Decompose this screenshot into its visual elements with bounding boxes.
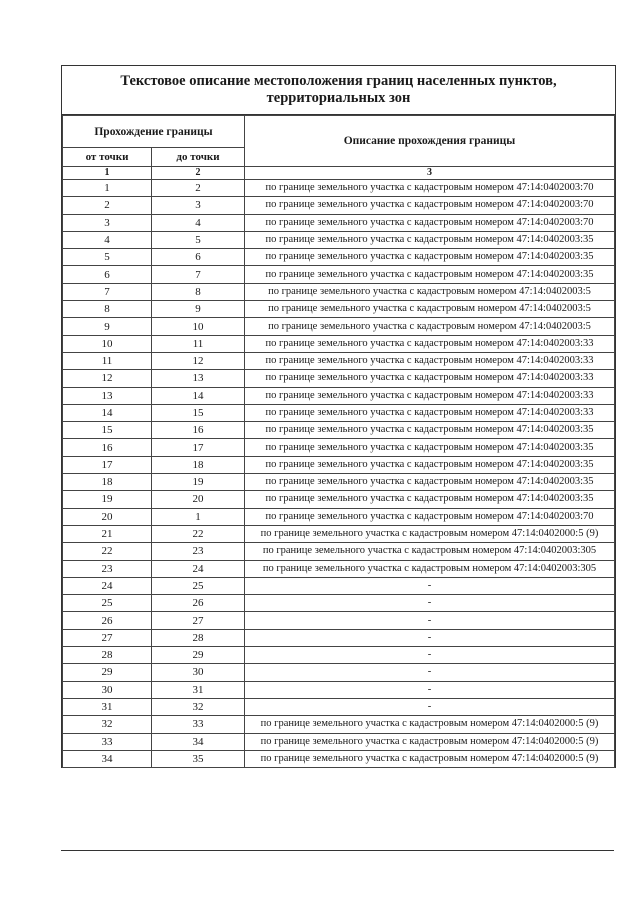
table-row <box>63 370 615 387</box>
to-point-cell: 15 <box>152 404 245 421</box>
table-row <box>63 543 615 560</box>
table-row <box>63 387 615 404</box>
from-point-cell: 1 <box>63 180 152 197</box>
to-point-cell: 10 <box>152 318 245 335</box>
description-cell: по границе земельного участка с кадастровым номером 47:14:0402003:33 <box>245 387 615 404</box>
from-point-cell: 8 <box>63 301 152 318</box>
to-point-cell: 14 <box>152 387 245 404</box>
title-line-1: Текстовое описание местоположения границ населенных пунктов, <box>120 73 557 89</box>
to-point-cell: 13 <box>152 370 245 387</box>
from-point-cell: 12 <box>63 370 152 387</box>
to-point-cell: 28 <box>152 629 245 646</box>
from-point-cell: 32 <box>63 716 152 733</box>
table-row <box>63 647 615 664</box>
from-point-cell: 23 <box>63 560 152 577</box>
description-cell: - <box>245 698 615 715</box>
from-point-cell: 26 <box>63 612 152 629</box>
from-point-cell: 34 <box>63 750 152 767</box>
to-point-cell: 20 <box>152 491 245 508</box>
table-row <box>63 508 615 525</box>
to-point-cell: 17 <box>152 439 245 456</box>
description-cell: по границе земельного участка с кадастровым номером 47:14:0402000:5 (9) <box>245 716 615 733</box>
from-point-cell: 18 <box>63 474 152 491</box>
description-cell: по границе земельного участка с кадастровым номером 47:14:0402003:70 <box>245 180 615 197</box>
description-cell: по границе земельного участка с кадастровым номером 47:14:0402000:5 (9) <box>245 525 615 542</box>
to-point-cell: 26 <box>152 595 245 612</box>
to-point-cell: 18 <box>152 456 245 473</box>
table-row <box>63 352 615 369</box>
description-cell: - <box>245 664 615 681</box>
description-cell: по границе земельного участка с кадастровым номером 47:14:0402003:305 <box>245 560 615 577</box>
from-point-cell: 7 <box>63 283 152 300</box>
to-point-cell: 16 <box>152 422 245 439</box>
table-row <box>63 301 615 318</box>
from-point-cell: 21 <box>63 525 152 542</box>
header-passage: Прохождение границы <box>63 116 245 148</box>
to-point-cell: 32 <box>152 698 245 715</box>
from-point-cell: 13 <box>63 387 152 404</box>
to-point-cell: 9 <box>152 301 245 318</box>
header-description: Описание прохождения границы <box>245 116 615 167</box>
table-row <box>63 214 615 231</box>
table-row <box>63 560 615 577</box>
header-to-point: до точки <box>152 148 245 167</box>
from-point-cell: 29 <box>63 664 152 681</box>
from-point-cell: 19 <box>63 491 152 508</box>
to-point-cell: 33 <box>152 716 245 733</box>
description-cell: - <box>245 629 615 646</box>
to-point-cell: 4 <box>152 214 245 231</box>
description-cell: по границе земельного участка с кадастровым номером 47:14:0402003:33 <box>245 335 615 352</box>
description-cell: по границе земельного участка с кадастровым номером 47:14:0402003:5 <box>245 301 615 318</box>
table-row <box>63 266 615 283</box>
description-cell: по границе земельного участка с кадастровым номером 47:14:0402000:5 (9) <box>245 750 615 767</box>
table-row <box>63 716 615 733</box>
from-point-cell: 11 <box>63 352 152 369</box>
description-cell: по границе земельного участка с кадастровым номером 47:14:0402003:5 <box>245 283 615 300</box>
from-point-cell: 3 <box>63 214 152 231</box>
description-cell: по границе земельного участка с кадастровым номером 47:14:0402003:5 <box>245 318 615 335</box>
description-cell: - <box>245 612 615 629</box>
from-point-cell: 33 <box>63 733 152 750</box>
to-point-cell: 19 <box>152 474 245 491</box>
from-point-cell: 27 <box>63 629 152 646</box>
table-row <box>63 231 615 248</box>
description-cell: по границе земельного участка с кадастровым номером 47:14:0402003:70 <box>245 197 615 214</box>
to-point-cell: 35 <box>152 750 245 767</box>
from-point-cell: 20 <box>63 508 152 525</box>
description-cell: по границе земельного участка с кадастровым номером 47:14:0402003:70 <box>245 214 615 231</box>
table-row <box>63 335 615 352</box>
to-point-cell: 5 <box>152 231 245 248</box>
from-point-cell: 6 <box>63 266 152 283</box>
column-number-3: 3 <box>245 167 615 180</box>
from-point-cell: 24 <box>63 577 152 594</box>
table-row <box>63 439 615 456</box>
from-point-cell: 30 <box>63 681 152 698</box>
column-number-1: 1 <box>63 167 152 180</box>
to-point-cell: 2 <box>152 180 245 197</box>
column-number-2: 2 <box>152 167 245 180</box>
description-cell: по границе земельного участка с кадастровым номером 47:14:0402000:5 (9) <box>245 733 615 750</box>
description-cell: по границе земельного участка с кадастровым номером 47:14:0402003:35 <box>245 422 615 439</box>
from-point-cell: 25 <box>63 595 152 612</box>
table-row <box>63 283 615 300</box>
description-cell: - <box>245 647 615 664</box>
description-cell: по границе земельного участка с кадастровым номером 47:14:0402003:70 <box>245 508 615 525</box>
table-row <box>63 664 615 681</box>
title-line-2: территориальных зон <box>266 90 411 106</box>
table-row <box>63 404 615 421</box>
description-cell: по границе земельного участка с кадастровым номером 47:14:0402003:35 <box>245 456 615 473</box>
table-row <box>63 474 615 491</box>
table-row <box>63 612 615 629</box>
from-point-cell: 28 <box>63 647 152 664</box>
to-point-cell: 12 <box>152 352 245 369</box>
description-cell: по границе земельного участка с кадастровым номером 47:14:0402003:33 <box>245 352 615 369</box>
to-point-cell: 23 <box>152 543 245 560</box>
to-point-cell: 6 <box>152 249 245 266</box>
table-row <box>63 750 615 767</box>
from-point-cell: 9 <box>63 318 152 335</box>
description-cell: по границе земельного участка с кадастровым номером 47:14:0402003:35 <box>245 266 615 283</box>
to-point-cell: 11 <box>152 335 245 352</box>
table-row <box>63 318 615 335</box>
table-row <box>63 491 615 508</box>
to-point-cell: 27 <box>152 612 245 629</box>
header-from-point: от точки <box>63 148 152 167</box>
description-cell: по границе земельного участка с кадастровым номером 47:14:0402003:33 <box>245 404 615 421</box>
description-cell: по границе земельного участка с кадастровым номером 47:14:0402003:35 <box>245 491 615 508</box>
from-point-cell: 16 <box>63 439 152 456</box>
table-row <box>63 456 615 473</box>
table-row <box>63 595 615 612</box>
boundary-table <box>62 115 615 768</box>
table-row <box>63 249 615 266</box>
to-point-cell: 3 <box>152 197 245 214</box>
document-title <box>62 66 615 115</box>
table-row <box>63 577 615 594</box>
to-point-cell: 34 <box>152 733 245 750</box>
to-point-cell: 8 <box>152 283 245 300</box>
from-point-cell: 31 <box>63 698 152 715</box>
from-point-cell: 4 <box>63 231 152 248</box>
from-point-cell: 15 <box>63 422 152 439</box>
table-row <box>63 681 615 698</box>
to-point-cell: 22 <box>152 525 245 542</box>
from-point-cell: 17 <box>63 456 152 473</box>
table-row <box>63 733 615 750</box>
to-point-cell: 25 <box>152 577 245 594</box>
description-cell: по границе земельного участка с кадастровым номером 47:14:0402003:35 <box>245 249 615 266</box>
table-row <box>63 629 615 646</box>
from-point-cell: 22 <box>63 543 152 560</box>
bottom-rule <box>61 850 614 851</box>
to-point-cell: 24 <box>152 560 245 577</box>
to-point-cell: 29 <box>152 647 245 664</box>
from-point-cell: 10 <box>63 335 152 352</box>
description-cell: - <box>245 577 615 594</box>
from-point-cell: 5 <box>63 249 152 266</box>
description-cell: - <box>245 595 615 612</box>
to-point-cell: 31 <box>152 681 245 698</box>
document-sheet <box>61 65 616 768</box>
table-row <box>63 180 615 197</box>
to-point-cell: 30 <box>152 664 245 681</box>
from-point-cell: 14 <box>63 404 152 421</box>
description-cell: по границе земельного участка с кадастровым номером 47:14:0402003:305 <box>245 543 615 560</box>
to-point-cell: 7 <box>152 266 245 283</box>
table-row <box>63 525 615 542</box>
table-row <box>63 422 615 439</box>
description-cell: по границе земельного участка с кадастровым номером 47:14:0402003:35 <box>245 474 615 491</box>
description-cell: по границе земельного участка с кадастровым номером 47:14:0402003:33 <box>245 370 615 387</box>
to-point-cell: 1 <box>152 508 245 525</box>
table-row <box>63 197 615 214</box>
description-cell: по границе земельного участка с кадастровым номером 47:14:0402003:35 <box>245 439 615 456</box>
description-cell: - <box>245 681 615 698</box>
description-cell: по границе земельного участка с кадастровым номером 47:14:0402003:35 <box>245 231 615 248</box>
table-row <box>63 698 615 715</box>
from-point-cell: 2 <box>63 197 152 214</box>
